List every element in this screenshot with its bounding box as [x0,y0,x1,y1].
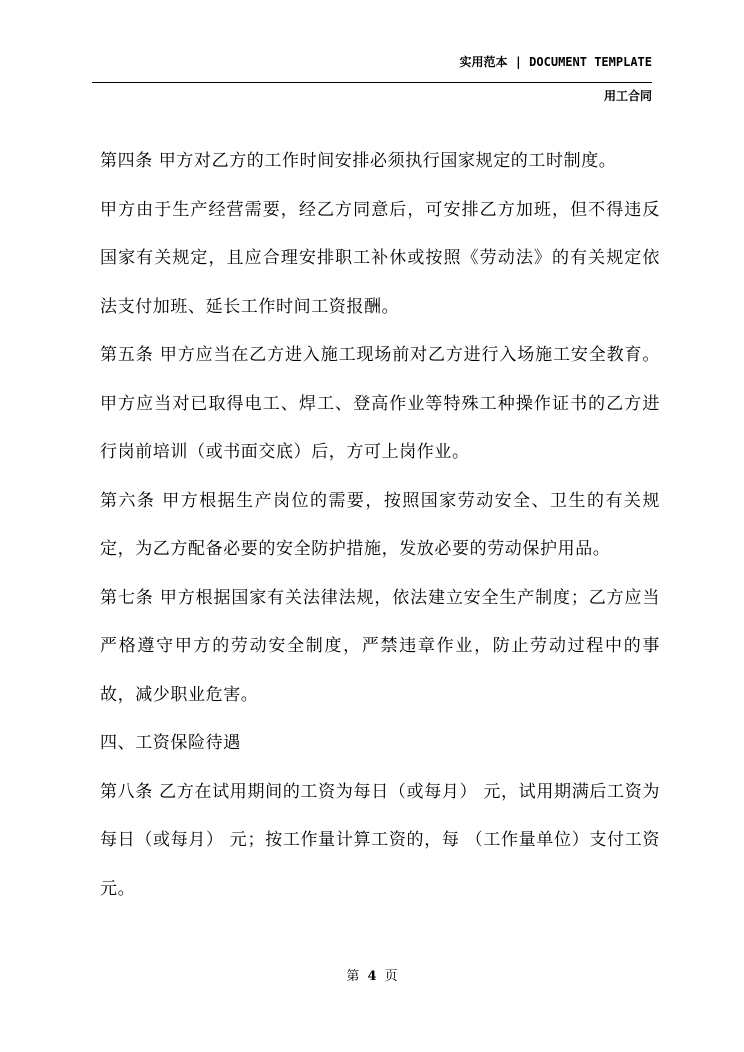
header-title: 实用范本 | DOCUMENT TEMPLATE [459,55,652,69]
header-divider [92,82,652,83]
paragraph-overtime: 甲方由于生产经营需要，经乙方同意后，可安排乙方加班，但不得违反国家有关规定，且应合理安排职工补休或按照《劳动法》的有关规定依法支付加班、延长工作时间工资报酬。 [100,199,660,317]
paragraph-article-5: 第五条 甲方应当在乙方进入施工现场前对乙方进行入场施工安全教育。甲方应当对已取得电工、焊工、登高作业等特殊工种操作证书的乙方进行岗前培训（或书面交底）后，方可上岗作业。 [100,345,660,462]
section-heading-wages: 四、工资保险待遇 [100,733,241,753]
document-body [100,137,660,913]
page-number: 4 [367,969,377,984]
paragraph-article-8: 第八条 乙方在试用期间的工资为每日（或每月） 元，试用期满后工资为每日（或每月） 元；按工作量计算工资的，每 （工作量单位）支付工资 元。 [100,781,660,899]
page-footer [0,965,744,984]
paragraph-article-6: 第六条 甲方根据生产岗位的需要，按照国家劳动安全、卫生的有关规定，为乙方配备必要的安全防护措施，发放必要的劳动保护用品。 [100,490,660,559]
paragraph-article-7: 第七条 甲方根据国家有关法律法规，依法建立安全生产制度；乙方应当严格遵守甲方的劳动安全制度，严禁违章作业，防止劳动过程中的事故，减少职业危害。 [100,587,660,705]
page-suffix: 页 [384,969,398,984]
header-subtitle: 用工合同 [603,89,652,103]
page-prefix: 第 [346,969,360,984]
paragraph-article-4: 第四条 甲方对乙方的工作时间安排必须执行国家规定的工时制度。 [100,151,617,171]
